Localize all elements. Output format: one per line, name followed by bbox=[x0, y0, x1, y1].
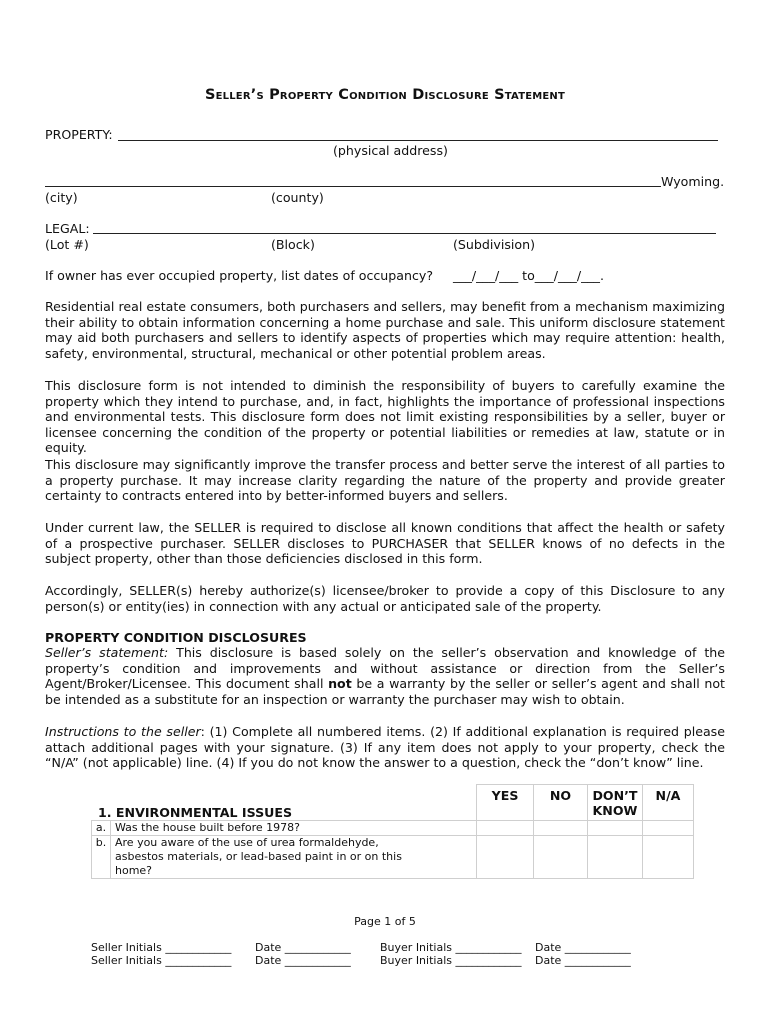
instructions bbox=[45, 724, 725, 771]
disclosures-heading: PROPERTY CONDITION DISCLOSURES bbox=[45, 630, 307, 645]
lot-caption: (Lot #) bbox=[45, 237, 89, 252]
col-na: N/A bbox=[643, 785, 694, 821]
answer-no-cell[interactable] bbox=[534, 836, 588, 879]
col-dont-know-line2: KNOW bbox=[592, 803, 638, 818]
paragraph-current-law: Under current law, the SELLER is required to disclose all known conditions that affect the health or safety of a prospective purchaser. SELLER discloses to PURCHASER that SELLER knows of no defects in the subject property, other than those deficiencies disclosed in this form. bbox=[45, 520, 725, 567]
row-letter: a. bbox=[92, 821, 111, 836]
col-no: NO bbox=[534, 785, 588, 821]
answer-dont-know-cell[interactable] bbox=[588, 836, 643, 879]
table-header-row bbox=[92, 785, 694, 821]
paragraph-responsibility: This disclosure form is not intended to diminish the responsibility of buyers to carefully examine the property which they intend to purchase, and, in fact, highlights the importance of professional inspections and environmental tests. This disclosure form does not limit existing responsibilities by a seller, buyer or licensee concerning the condition of the property or potential liabilities or remedies at law, statute or in equity. bbox=[45, 378, 725, 456]
seller-initials-1[interactable]: Seller Initials ____________ bbox=[91, 941, 232, 954]
buyer-initials-2[interactable]: Buyer Initials ____________ bbox=[380, 954, 522, 967]
buyer-initials-1[interactable]: Buyer Initials ____________ bbox=[380, 941, 522, 954]
row-question: Are you aware of the use of urea formaldehyde, asbestos materials, or lead-based paint in or on this home? bbox=[111, 836, 477, 879]
property-label: PROPERTY: bbox=[45, 127, 113, 142]
date-2[interactable]: Date ____________ bbox=[535, 941, 631, 954]
property-address-line[interactable] bbox=[118, 140, 718, 141]
city-county-line[interactable] bbox=[45, 186, 661, 187]
seller-initials-2[interactable]: Seller Initials ____________ bbox=[91, 954, 232, 967]
answer-dont-know-cell[interactable] bbox=[588, 821, 643, 836]
instructions-text: : (1) Complete all numbered items. (2) If additional explanation is required please attach additional pages with your signature. (3) If any item does not apply to your property, check the “N/A” (not applicable) line. (4) If you do not know the answer to a question, check the “don’t know” line. bbox=[45, 724, 725, 771]
seller-statement-label: Seller’s statement: bbox=[45, 645, 169, 660]
title-first-letter: S bbox=[204, 87, 216, 103]
section-heading: 1. ENVIRONMENTAL ISSUES bbox=[92, 785, 477, 821]
seller-statement-text-2: be a warranty by the seller or seller’s agent and shall not be intended as a substitute for an inspection or warranty the purchaser may wish to obtain. bbox=[45, 676, 725, 707]
table-row bbox=[92, 836, 694, 879]
legal-line[interactable] bbox=[93, 233, 716, 234]
city-caption: (city) bbox=[45, 190, 78, 205]
physical-address-caption: (physical address) bbox=[333, 143, 448, 158]
seller-statement bbox=[45, 645, 725, 707]
answer-yes-cell[interactable] bbox=[477, 821, 534, 836]
block-caption: (Block) bbox=[271, 237, 315, 252]
page-number: Page 1 of 5 bbox=[354, 915, 416, 928]
answer-yes-cell[interactable] bbox=[477, 836, 534, 879]
page-title bbox=[0, 87, 770, 103]
date-1[interactable]: Date ____________ bbox=[255, 941, 351, 954]
instructions-label: Instructions to the seller bbox=[45, 724, 201, 739]
col-dont-know bbox=[588, 785, 643, 821]
subdivision-caption: (Subdivision) bbox=[453, 237, 535, 252]
wyoming-label: Wyoming. bbox=[661, 174, 725, 189]
table-row bbox=[92, 821, 694, 836]
seller-statement-not: not bbox=[328, 676, 352, 692]
paragraph-transfer: This disclosure may significantly improve the transfer process and better serve the interest of all parties to a property purchase. It may increase clarity regarding the nature of the property and provide greater certainty to contracts entered into by better-informed buyers and sellers. bbox=[45, 457, 725, 504]
row-letter: b. bbox=[92, 836, 111, 879]
occupancy-dates-field[interactable]: ___/___/___ to___/___/___. bbox=[453, 268, 604, 283]
answer-na-cell[interactable] bbox=[643, 821, 694, 836]
seller-statement-text-1: This disclosure is based solely on the seller’s observation and knowledge of the property’s condition and improvements and without assistance or direction from the Seller’s Agent/Broker/Licensee. This document shall bbox=[45, 645, 725, 692]
col-dont-know-line1: DON’T bbox=[592, 788, 638, 803]
county-caption: (county) bbox=[271, 190, 324, 205]
answer-na-cell[interactable] bbox=[643, 836, 694, 879]
occupancy-question: If owner has ever occupied property, list dates of occupancy? bbox=[45, 268, 434, 283]
answer-no-cell[interactable] bbox=[534, 821, 588, 836]
date-3[interactable]: Date ____________ bbox=[255, 954, 351, 967]
environmental-issues-table bbox=[91, 784, 694, 879]
date-4[interactable]: Date ____________ bbox=[535, 954, 631, 967]
row-question: Was the house built before 1978? bbox=[111, 821, 477, 836]
paragraph-authorization: Accordingly, SELLER(s) hereby authorize(s) licensee/broker to provide a copy of this Disclosure to any person(s) or entity(ies) in connection with any actual or anticipated sale of the property. bbox=[45, 583, 725, 614]
paragraph-consumers: Residential real estate consumers, both purchasers and sellers, may benefit from a mechanism maximizing their ability to obtain information concerning a home purchase and sale. This uniform disclosure statement may aid both purchasers and sellers to identify aspects of properties which may require attention: health, safety, environmental, structural, mechanical or other potential problem areas. bbox=[45, 299, 725, 361]
title-rest: eller’s Property Condition Disclosure Statement bbox=[215, 87, 566, 103]
col-yes: YES bbox=[477, 785, 534, 821]
legal-label: LEGAL: bbox=[45, 221, 90, 236]
